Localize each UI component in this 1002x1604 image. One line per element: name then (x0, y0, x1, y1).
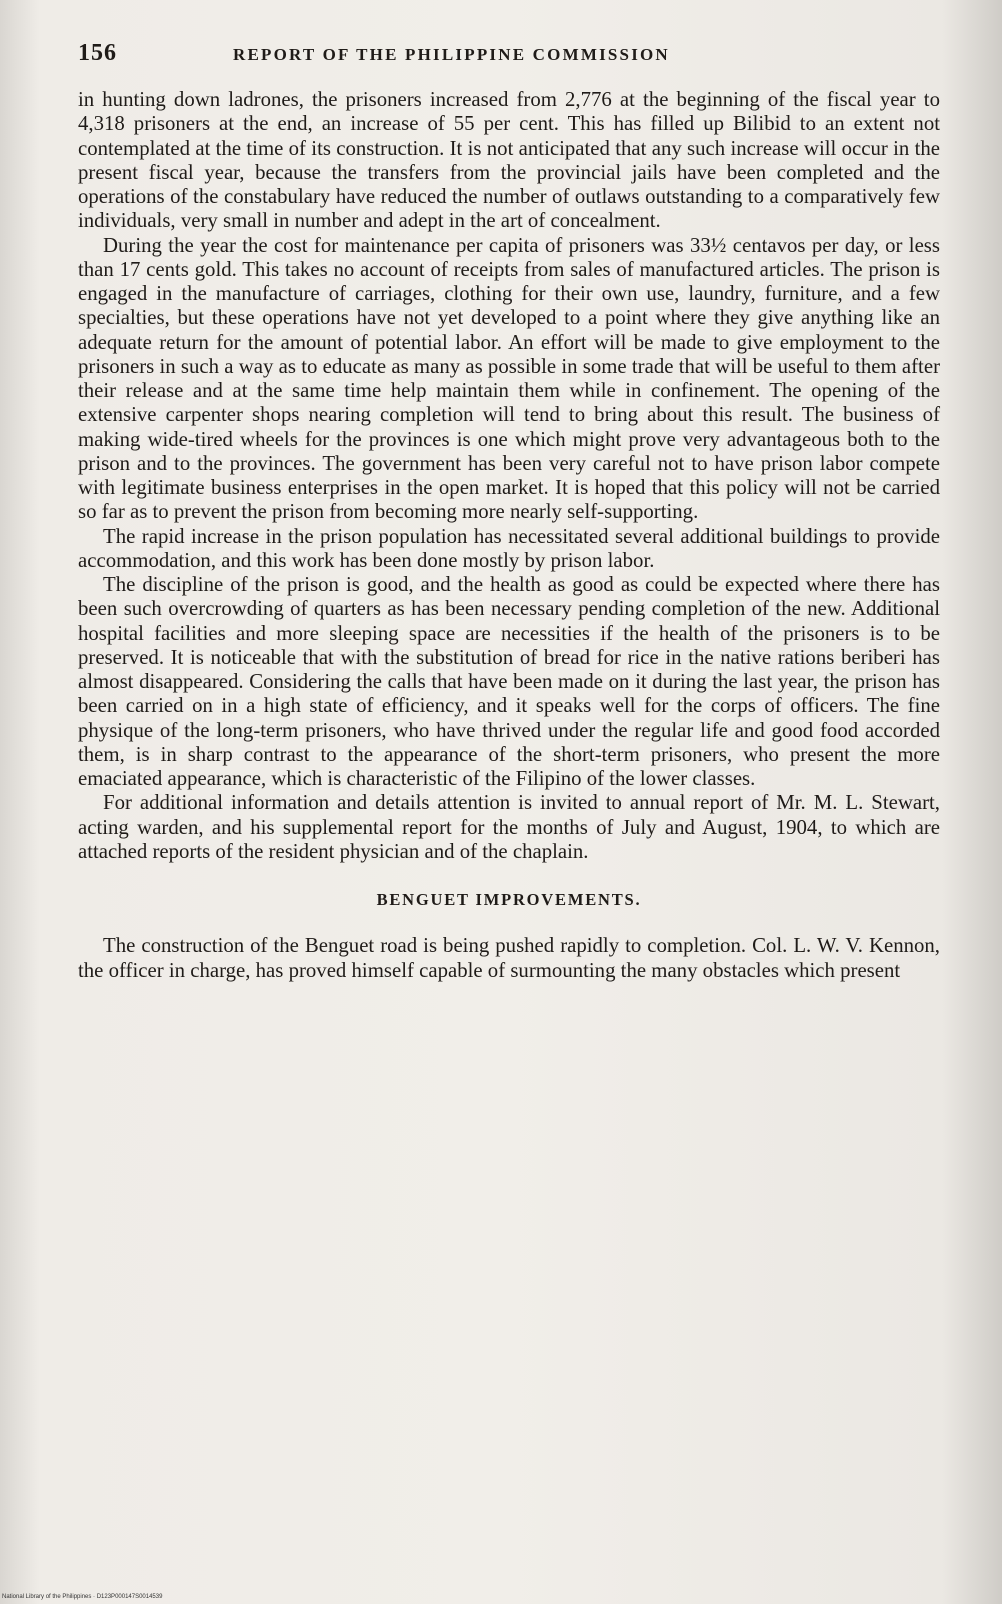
paragraph-discipline-health: The discipline of the prison is good, and the health as good as could be expected where there has been such overcrowding of quarters as has been necessary pending completion of the new. Additional hospital facilities and more sleeping space are necessities if the health of the prisoners is to be preserved. It is noticeable that with the substitution of bread for rice in the native rations beriberi has almost disappeared. Considering the calls that have been made on it during the last year, the prison has been carried on in a high state of efficiency, and it speaks well for the corps of officers. The fine physique of the long-term prisoners, who have thrived under the regular life and good food accorded them, is in sharp contrast to the appearance of the short-term prisoners, who present the more emaciated appearance, which is characteristic of the Filipino of the lower classes. (78, 573, 940, 790)
running-head: REPORT OF THE PHILIPPINE COMMISSION (233, 45, 670, 64)
paragraph-maintenance-cost: During the year the cost for maintenance per capita of prisoners was 33½ centavos per day, or less than 17 cents gold. This takes no account of receipts from sales of manufactured articles. The prison is engaged in the manufacture of carriages, clothing for their own use, laundry, furniture, and a few specialties, but these operations have not yet developed to a point where they give anything like an adequate return for the amount of potential labor. An effort will be made to give employment to the prisoners in such a way as to educate as many as possible in some trade that will be useful to them after their release and at the same time help maintain them while in confinement. The opening of the extensive carpenter shops nearing completion will tend to bring about this result. The business of making wide-tired wheels for the provinces is one which might prove very advantageous both to the prison and to the provinces. The government has been very careful not to have prison labor compete with legitimate business enterprises in the open market. It is hoped that this policy will not be carried so far as to prevent the prison from becoming more nearly self-supporting. (78, 233, 940, 524)
section-heading-benguet: BENGUET IMPROVEMENTS. (376, 890, 642, 909)
paragraph-additional-buildings: The rapid increase in the prison population has necessitated several additional buildings to provide accommodation, and this work has been done mostly by prison labor. (78, 524, 940, 572)
page-header (78, 40, 938, 72)
scan-credit: National Library of the Philippines · D123P000147S0014539 (2, 1594, 163, 1600)
paragraph-prisoner-increase: in hunting down ladrones, the prisoners increased from 2,776 at the beginning of the fiscal year to 4,318 prisoners at the end, an increase of 55 per cent. This has filled up Bilibid to an extent not contemplated at the time of its construction. It is not anticipated that any such increase will occur in the present fiscal year, because the transfers from the provincial jails have been completed and the operations of the constabulary have reduced the number of outlaws outstanding to a comparatively few individuals, very small in number and adept in the art of concealment. (78, 88, 940, 233)
body-text (78, 88, 940, 983)
paragraph-benguet-road: The construction of the Benguet road is being pushed rapidly to completion. Col. L. W. V. Kennon, the officer in charge, has proved himself capable of surmounting the many obstacles which present (78, 934, 940, 982)
paragraph-additional-information: For additional information and details attention is invited to annual report of Mr. M. L. Stewart, acting warden, and his supplemental report for the months of July and August, 1904, to which are attached reports of the resident physician and of the chaplain. (78, 791, 940, 863)
page-number: 156 (78, 40, 117, 66)
